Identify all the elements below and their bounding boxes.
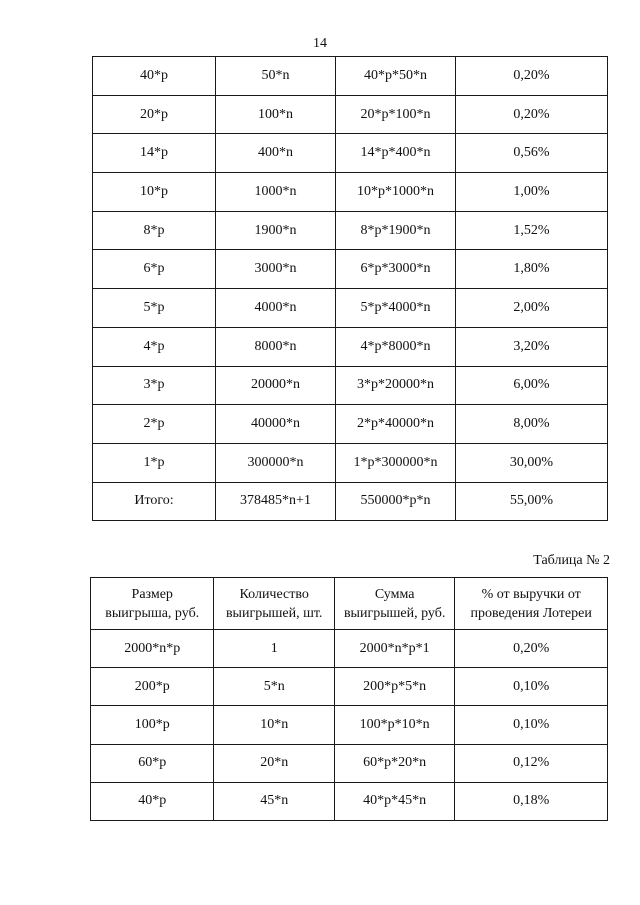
- cell-revenue-percent: 0,20%: [455, 630, 608, 668]
- page-number: 14: [313, 36, 327, 51]
- header-prize-size: Размер выигрыша, руб.: [91, 578, 214, 630]
- cell-prize-count: 1900*n: [216, 211, 336, 250]
- cell-prize-size: 14*p: [93, 134, 216, 173]
- cell-prize-count: 8000*n: [216, 327, 336, 366]
- cell-prize-size: 6*p: [93, 250, 216, 289]
- cell-prize-sum: 550000*p*n: [336, 482, 456, 521]
- table-row: [93, 211, 608, 250]
- cell-revenue-percent: 1,80%: [456, 250, 608, 289]
- cell-prize-size: 2000*n*p: [91, 630, 214, 668]
- cell-prize-sum: 8*p*1900*n: [336, 211, 456, 250]
- cell-revenue-percent: 0,18%: [455, 782, 608, 820]
- cell-prize-size: 1*p: [93, 443, 216, 482]
- table-row: [91, 782, 608, 820]
- table-row: [93, 289, 608, 328]
- cell-prize-count: 100*n: [216, 95, 336, 134]
- table-row: [93, 327, 608, 366]
- cell-prize-sum: 200*p*5*n: [334, 668, 454, 706]
- cell-prize-sum: 60*p*20*n: [334, 744, 454, 782]
- cell-prize-count: 300000*n: [216, 443, 336, 482]
- cell-revenue-percent: 55,00%: [456, 482, 608, 521]
- table-2-caption: Таблица № 2: [533, 553, 610, 568]
- cell-prize-sum: 40*p*50*n: [336, 57, 456, 96]
- table-row: [93, 443, 608, 482]
- cell-prize-count: 40000*n: [216, 405, 336, 444]
- header-prize-count: Количество выигрышей, шт.: [214, 578, 334, 630]
- cell-prize-size: 5*p: [93, 289, 216, 328]
- cell-revenue-percent: 0,12%: [455, 744, 608, 782]
- cell-revenue-percent: 0,10%: [455, 668, 608, 706]
- table-header-row: [91, 578, 608, 630]
- table-row: [93, 57, 608, 96]
- table-row: [93, 250, 608, 289]
- cell-revenue-percent: 30,00%: [456, 443, 608, 482]
- cell-prize-count: 378485*n+1: [216, 482, 336, 521]
- cell-prize-sum: 2000*n*p*1: [334, 630, 454, 668]
- cell-prize-size: 20*p: [93, 95, 216, 134]
- cell-revenue-percent: 3,20%: [456, 327, 608, 366]
- cell-revenue-percent: 8,00%: [456, 405, 608, 444]
- cell-prize-size: Итого:: [93, 482, 216, 521]
- cell-prize-size: 200*p: [91, 668, 214, 706]
- cell-prize-count: 4000*n: [216, 289, 336, 328]
- header-prize-sum: Сумма выигрышей, руб.: [334, 578, 454, 630]
- cell-revenue-percent: 0,20%: [456, 57, 608, 96]
- cell-prize-count: 1: [214, 630, 334, 668]
- cell-prize-sum: 3*p*20000*n: [336, 366, 456, 405]
- cell-prize-size: 40*p: [91, 782, 214, 820]
- cell-prize-size: 4*p: [93, 327, 216, 366]
- table-row: [93, 405, 608, 444]
- cell-prize-size: 60*p: [91, 744, 214, 782]
- table-row: [91, 630, 608, 668]
- cell-prize-size: 2*p: [93, 405, 216, 444]
- cell-prize-sum: 20*p*100*n: [336, 95, 456, 134]
- cell-prize-sum: 10*p*1000*n: [336, 173, 456, 212]
- cell-prize-size: 100*p: [91, 706, 214, 744]
- cell-revenue-percent: 1,00%: [456, 173, 608, 212]
- header-revenue-percent: % от выручки от проведения Лотереи: [455, 578, 608, 630]
- cell-prize-sum: 100*p*10*n: [334, 706, 454, 744]
- cell-prize-count: 20000*n: [216, 366, 336, 405]
- table-row: [93, 482, 608, 521]
- cell-prize-count: 3000*n: [216, 250, 336, 289]
- cell-prize-sum: 5*p*4000*n: [336, 289, 456, 328]
- cell-prize-count: 45*n: [214, 782, 334, 820]
- prize-table-continued-body: [93, 57, 608, 521]
- table-row: [93, 95, 608, 134]
- cell-prize-sum: 1*p*300000*n: [336, 443, 456, 482]
- cell-revenue-percent: 1,52%: [456, 211, 608, 250]
- table-row: [91, 706, 608, 744]
- table-row: [91, 744, 608, 782]
- cell-prize-count: 400*n: [216, 134, 336, 173]
- cell-prize-size: 10*p: [93, 173, 216, 212]
- prize-table-continued: [92, 56, 608, 521]
- table-row: [93, 134, 608, 173]
- cell-prize-sum: 14*p*400*n: [336, 134, 456, 173]
- table-row: [93, 173, 608, 212]
- table-row: [93, 366, 608, 405]
- cell-prize-size: 8*p: [93, 211, 216, 250]
- cell-prize-count: 20*n: [214, 744, 334, 782]
- cell-prize-sum: 40*p*45*n: [334, 782, 454, 820]
- table-row: [91, 668, 608, 706]
- cell-prize-sum: 2*p*40000*n: [336, 405, 456, 444]
- prize-table-2: [90, 577, 608, 821]
- cell-prize-count: 10*n: [214, 706, 334, 744]
- cell-prize-sum: 6*p*3000*n: [336, 250, 456, 289]
- prize-table-2-body: [91, 630, 608, 821]
- cell-prize-sum: 4*p*8000*n: [336, 327, 456, 366]
- cell-revenue-percent: 6,00%: [456, 366, 608, 405]
- cell-prize-size: 3*p: [93, 366, 216, 405]
- cell-revenue-percent: 0,56%: [456, 134, 608, 173]
- cell-revenue-percent: 0,20%: [456, 95, 608, 134]
- cell-prize-count: 50*n: [216, 57, 336, 96]
- cell-revenue-percent: 0,10%: [455, 706, 608, 744]
- cell-prize-count: 1000*n: [216, 173, 336, 212]
- cell-revenue-percent: 2,00%: [456, 289, 608, 328]
- cell-prize-size: 40*p: [93, 57, 216, 96]
- cell-prize-count: 5*n: [214, 668, 334, 706]
